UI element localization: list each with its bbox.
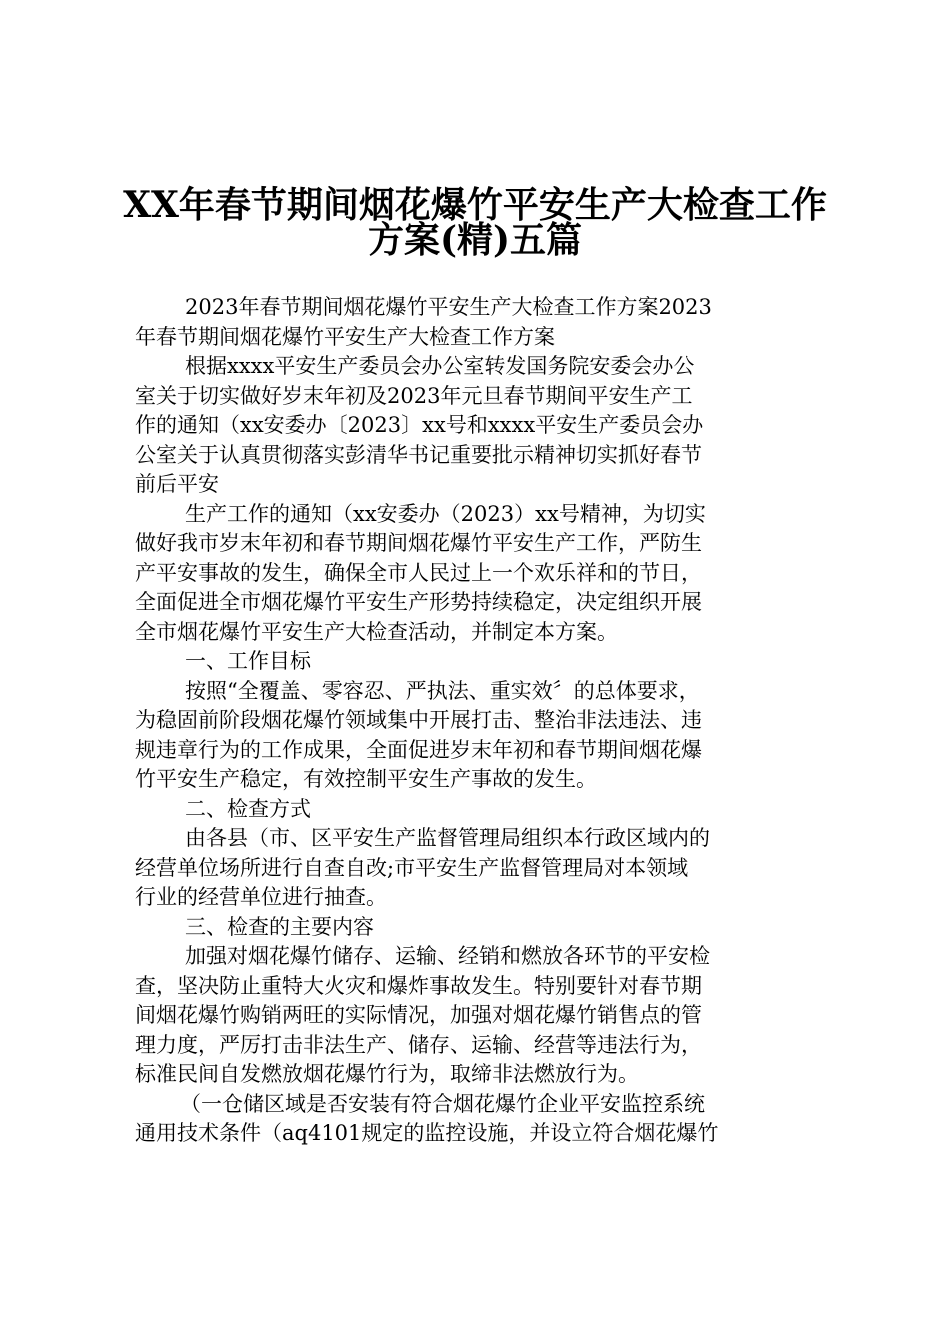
- body-line: 行业的经营单位进行抽查。: [135, 885, 387, 909]
- document-body: [135, 293, 825, 1149]
- body-line: 作的通知（xx安委办〔2023〕xx号和xxxx平安生产委员会办: [135, 413, 704, 437]
- body-line: 产平安事故的发生，确保全市人民过上一个欢乐祥和的节日，: [135, 560, 702, 585]
- body-line: 做好我市岁末年初和春节期间烟花爆竹平安生产工作，严防生: [135, 531, 702, 555]
- body-line: 加强对烟花爆竹储存、运输、经销和燃放各环节的平安检: [185, 944, 710, 968]
- body-line: 通用技术条件（aq4101规定的监控设施，并设立符合烟花爆竹: [135, 1121, 719, 1145]
- body-line: 前后平安: [135, 472, 219, 496]
- body-line: 查，坚决防止重特大火灾和爆炸事故发生。特别要针对春节期: [135, 973, 702, 998]
- section-heading: 三、检查的主要内容: [185, 914, 374, 939]
- document-title-line-2: 方案(精)五篇: [367, 219, 583, 261]
- body-line: （一仓储区域是否安装有符合烟花爆竹企业平安监控系统: [180, 1091, 705, 1116]
- section-heading: 一、工作目标: [185, 649, 311, 673]
- body-line: 生产工作的通知（xx安委办（2023）xx号精神，为切实: [185, 501, 706, 526]
- body-line: 公室关于认真贯彻落实彭清华书记重要批示精神切实抓好春节: [135, 442, 702, 467]
- body-line: 竹平安生产稳定，有效控制平安生产事故的发生。: [135, 767, 597, 791]
- body-line: 根据xxxx平安生产委员会办公室转发国务院安委会办公: [185, 354, 695, 378]
- body-line: 室关于切实做好岁末年初及2023年元旦春节期间平安生产工: [135, 383, 693, 408]
- body-line: 间烟花爆竹购销两旺的实际情况，加强对烟花爆竹销售点的管: [135, 1003, 702, 1027]
- body-line: 2023年春节期间烟花爆竹平安生产大检查工作方案2023: [185, 295, 712, 319]
- body-line: 规违章行为的工作成果，全面促进岁末年初和春节期间烟花爆: [135, 737, 702, 762]
- document-title-line-1: XX年春节期间烟花爆竹平安生产大检查工作: [123, 184, 827, 226]
- body-line: 全市烟花爆竹平安生产大检查活动，并制定本方案。: [135, 619, 618, 644]
- body-line: 标准民间自发燃放烟花爆竹行为，取缔非法燃放行为。: [135, 1062, 639, 1086]
- body-line: 按照“全覆盖、零容忍、严执法、重实效〞的总体要求，: [185, 678, 700, 703]
- body-line: 理力度，严厉打击非法生产、储存、运输、经营等违法行为，: [135, 1032, 702, 1057]
- body-line: 全面促进全市烟花爆竹平安生产形势持续稳定，决定组织开展: [135, 590, 702, 614]
- body-line: 年春节期间烟花爆竹平安生产大检查工作方案: [135, 324, 555, 349]
- body-line: 经营单位场所进行自查自改;市平安生产监督管理局对本领域: [135, 855, 689, 880]
- section-heading: 二、检查方式: [185, 796, 311, 821]
- body-line: 由各县（市、区平安生产监督管理局组织本行政区域内的: [185, 826, 710, 850]
- body-line: 为稳固前阶段烟花爆竹领域集中开展打击、整治非法违法、违: [135, 708, 702, 732]
